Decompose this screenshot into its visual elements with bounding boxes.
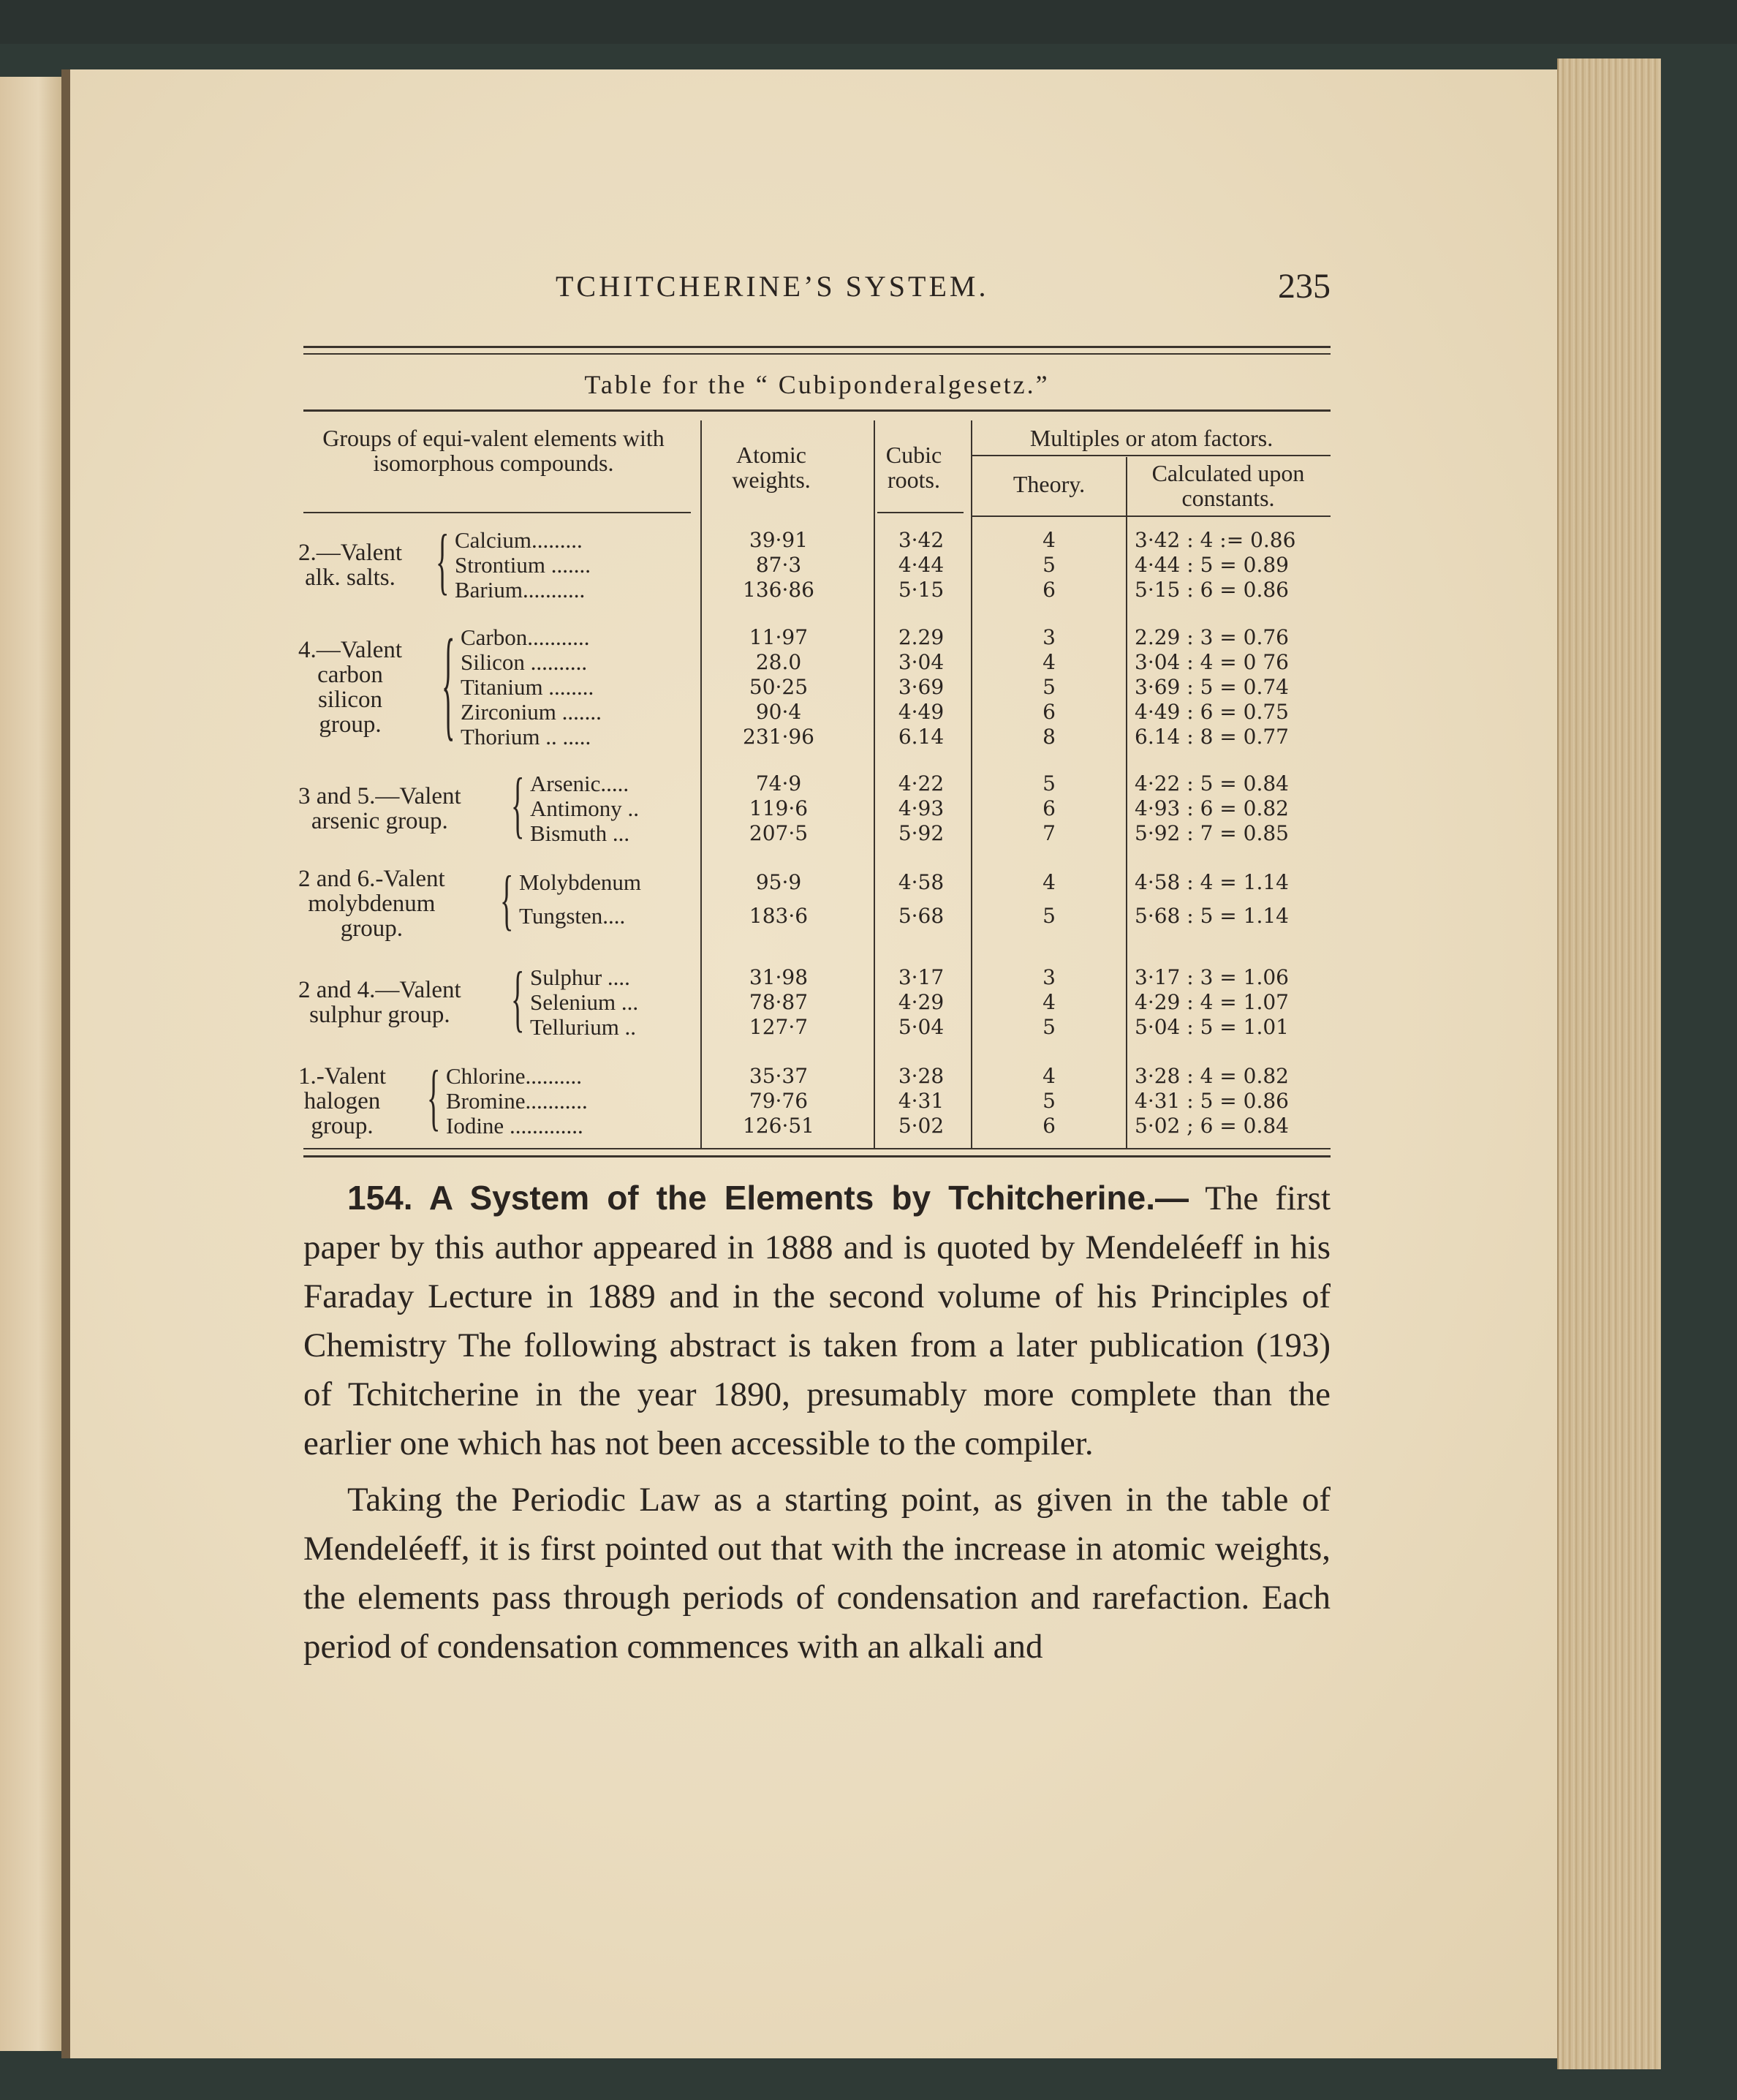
group-label-line: 2 and 4.—Valent [298,977,461,1003]
element-name: Sulphur .... [530,964,630,990]
group-label-line: sulphur group. [309,1002,450,1028]
calculated-factor: 5·02 ; 6 = 0.84 [1135,1114,1289,1138]
element-name: Tellurium .. [530,1014,637,1040]
atomic-weight: 183·6 [749,904,809,928]
atomic-weight: 79·76 [749,1089,809,1113]
group-label-line: 2 and 6.-Valent [298,866,445,892]
page-edges [1557,58,1661,2069]
theory-factor: 7 [1042,821,1056,845]
atomic-weight: 126·51 [743,1114,814,1138]
group-label [298,1064,386,1138]
section-title: 154. A System of the Elements by Tchitcherine.— [347,1179,1189,1217]
element-name: Selenium ... [530,989,639,1015]
calculated-factor: 4·44 : 5 = 0.89 [1135,553,1289,577]
theory-factor: 4 [1042,528,1056,552]
theory-factor: 4 [1042,870,1056,894]
group-label-line: molybdenum [308,891,436,917]
calculated-factor: 3·04 : 4 = 0 76 [1135,650,1289,674]
header-rule-roots [877,512,964,513]
theory-factor: 3 [1042,625,1056,649]
page-number: 235 [1278,267,1331,306]
theory-factor: 5 [1042,553,1056,577]
atomic-weight: 207·5 [749,821,809,845]
group-label-line: 3 and 5.—Valent [298,783,461,809]
group-label-line: arsenic group. [311,808,448,834]
cubic-root: 2.29 [898,625,945,649]
atomic-weight: 231·96 [743,725,814,749]
theory-factor: 5 [1042,904,1056,928]
header-atomic-weights: Atomic weights. [732,442,811,493]
cubic-root: 3·69 [898,675,945,699]
cubic-root: 3·42 [898,528,945,552]
element-name: Calcium......... [455,527,583,553]
cubic-root: 3·04 [898,650,945,674]
cubic-root: 4·22 [898,771,945,796]
column-divider-2 [874,420,875,1148]
theory-factor: 3 [1042,965,1056,989]
element-name: Molybdenum [519,869,642,895]
element-name: Carbon........... [461,624,590,650]
element-name: Arsenic..... [530,771,629,796]
table-bottom-rule-2 [303,1155,1331,1157]
group-label-line: 1.-Valent [298,1063,387,1089]
cubic-root: 3·17 [898,965,945,989]
theory-factor: 4 [1042,990,1056,1014]
element-name: Silicon .......... [461,649,588,675]
running-head [303,269,1331,313]
theory-factor: 6 [1042,578,1056,602]
cubic-root: 4·31 [898,1089,945,1113]
element-name: Bromine........... [446,1088,588,1114]
brace-icon: { [511,956,525,1040]
calculated-factor: 4·29 : 4 = 1.07 [1135,990,1289,1014]
element-name: Tungsten.... [519,903,626,929]
atomic-weight: 31·98 [749,965,809,989]
group-label [298,978,461,1027]
group-label-line: group. [340,915,403,942]
column-divider-4 [1126,457,1127,1148]
element-name: Chlorine.......... [446,1063,582,1089]
left-page-edge [0,77,64,2051]
group-label-line: halogen [303,1088,381,1114]
group-label-line: group. [311,1113,374,1139]
paragraph-2: Taking the Periodic Law as a starting point, as given in the table of Mendeléeff, it is first pointed out that with the increase in atomic weights, the elements pass through periods of condensation and rarefaction. Each period of condensation commences with an alkali and [303,1481,1331,1666]
group-label-line: group. [319,711,382,738]
atomic-weight: 90·4 [755,700,802,724]
header-rule-groups [303,512,691,513]
header-theory: Theory. [1013,471,1086,497]
brace-icon: { [442,613,455,752]
cubic-root: 5·68 [898,904,945,928]
cubic-root: 5·02 [898,1114,945,1138]
theory-factor: 4 [1042,1064,1056,1088]
cubic-root: 4·93 [898,796,945,820]
theory-factor: 5 [1042,1089,1056,1113]
atomic-weight: 127·7 [749,1015,809,1039]
group-label-line: 2.—Valent [298,540,403,566]
calculated-factor: 6.14 : 8 = 0.77 [1135,725,1289,749]
header-rule-multiples [972,515,1331,517]
atomic-weight: 87·3 [755,553,802,577]
theory-factor: 6 [1042,700,1056,724]
brace-icon: { [500,861,514,937]
element-name: Titanium ........ [461,674,594,700]
calculated-factor: 4·58 : 4 = 1.14 [1135,870,1289,894]
element-name: Barium........... [455,577,586,603]
brace-icon: { [436,519,450,603]
running-title: TCHITCHERINE’S SYSTEM. [556,270,989,303]
calculated-factor: 3·69 : 5 = 0.74 [1135,675,1289,699]
group-label [298,540,402,590]
header-cubic-roots: Cubic roots. [885,442,942,493]
cubic-root: 6.14 [898,725,945,749]
element-name: Antimony .. [530,796,639,821]
group-label [298,638,402,737]
group-label-line: carbon [317,662,383,688]
paragraph-1-text: The first paper by this author appeared in 1888 and is quoted by Mendeléeff in his Faraday Lecture in 1889 and in the second volume of his Principles of Chemistry The following abstract is taken from a later publication (193) of Tchitcherine in the year 1890, presumably more complete than the earlier one which has not been accessible to the compiler. [303,1179,1331,1462]
calculated-factor: 5·92 : 7 = 0.85 [1135,821,1289,845]
atomic-weight: 95·9 [755,870,802,894]
element-name: Zirconium ....... [461,699,602,725]
header-groups: Groups of equi-valent elements with isomorphous compounds. [322,425,665,476]
brace-icon: { [511,763,525,846]
header-multiples-rule [972,455,1331,456]
calculated-factor: 2.29 : 3 = 0.76 [1135,625,1289,649]
cubic-root: 5·92 [898,821,945,845]
theory-factor: 6 [1042,796,1056,820]
element-name: Thorium .. ..... [461,724,591,749]
group-label [298,866,445,941]
atomic-weight: 50·25 [749,675,809,699]
theory-factor: 5 [1042,675,1056,699]
brace-icon: { [427,1055,441,1138]
atomic-weight: 39·91 [749,528,809,552]
header-multiples: Multiples or atom factors. [1029,425,1274,451]
book-gutter [61,69,70,2058]
section-body [303,1174,1331,1672]
calculated-factor: 4·22 : 5 = 0.84 [1135,771,1289,796]
theory-factor: 8 [1042,725,1056,749]
theory-factor: 6 [1042,1114,1056,1138]
element-name: Iodine ............. [446,1113,583,1138]
calculated-factor: 5·68 : 5 = 1.14 [1135,904,1289,928]
table-bottom-rule-1 [303,1148,1331,1149]
calculated-factor: 3·42 : 4 := 0.86 [1135,528,1296,552]
atomic-weight: 74·9 [755,771,802,796]
header-calculated: Calculated upon constants. [1151,460,1305,511]
cubic-root: 4·49 [898,700,945,724]
atomic-weight: 35·37 [749,1064,809,1088]
group-label-line: 4.—Valent [298,637,403,663]
cubic-root: 5·04 [898,1015,945,1039]
calculated-factor: 5·04 : 5 = 1.01 [1135,1015,1289,1039]
group-label-line: alk. salts. [305,564,396,591]
table-top-rule [303,409,1331,412]
cubic-root: 4·58 [898,870,945,894]
cubic-root: 3·28 [898,1064,945,1088]
theory-factor: 5 [1042,1015,1056,1039]
column-divider-1 [700,420,702,1148]
element-name: Strontium ....... [455,552,591,578]
theory-factor: 5 [1042,771,1056,796]
atomic-weight: 78·87 [749,990,809,1014]
cubic-root: 4·29 [898,990,945,1014]
group-label [298,784,461,834]
calculated-factor: 4·31 : 5 = 0.86 [1135,1089,1289,1113]
calculated-factor: 3·28 : 4 = 0.82 [1135,1064,1289,1088]
atomic-weight: 28.0 [755,650,802,674]
cubic-root: 4·44 [898,553,945,577]
calculated-factor: 3·17 : 3 = 1.06 [1135,965,1289,989]
calculated-factor: 5·15 : 6 = 0.86 [1135,578,1289,602]
calculated-factor: 4·93 : 6 = 0.82 [1135,796,1289,820]
theory-factor: 4 [1042,650,1056,674]
table-title: Table for the “ Cubiponderalgesetz.” [584,370,1050,399]
atomic-weight: 136·86 [743,578,814,602]
head-rule-top [303,346,1331,348]
element-name: Bismuth ... [530,820,630,846]
cubic-root: 5·15 [898,578,945,602]
head-rule-bottom [303,353,1331,355]
group-label-line: silicon [318,687,383,713]
calculated-factor: 4·49 : 6 = 0.75 [1135,700,1289,724]
atomic-weight: 11·97 [749,625,809,649]
atomic-weight: 119·6 [749,796,809,820]
paragraph-1 [303,1174,1331,1468]
